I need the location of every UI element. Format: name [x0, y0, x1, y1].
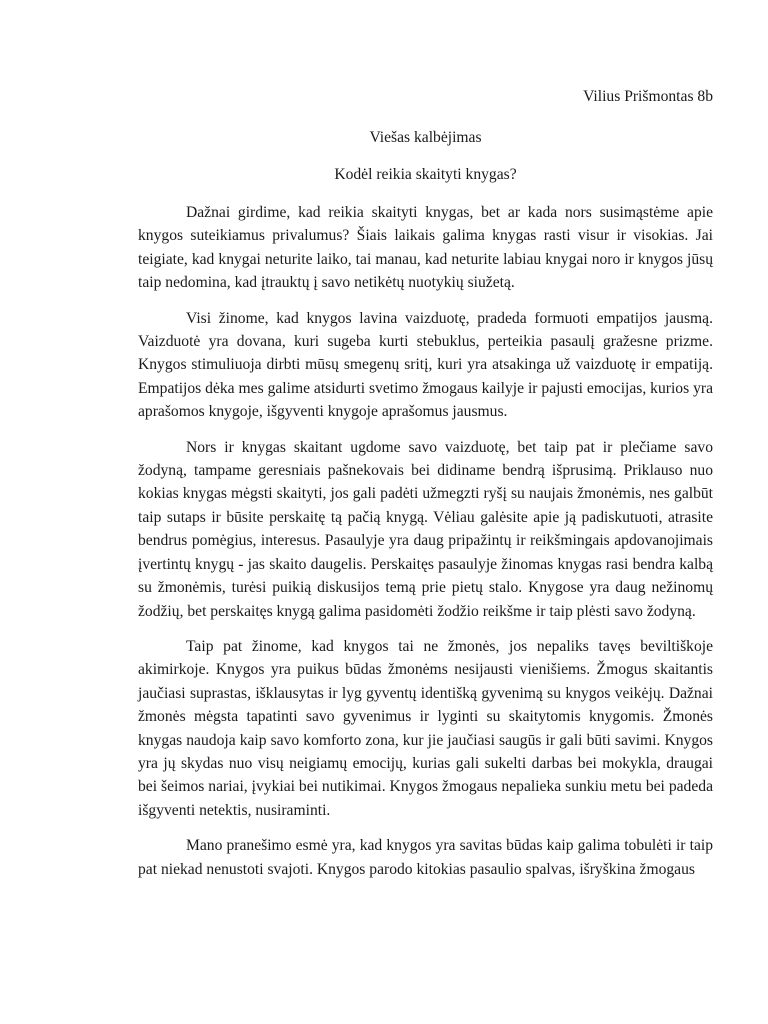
paragraph-5: Mano pranešimo esmė yra, kad knygos yra savitas būdas kaip galima tobulėti ir taip pat niekad nenustoti svajoti. Knygos parodo kitokias pasaulio spalvas, išryškina žmogaus	[138, 837, 713, 878]
document-title: Viešas kalbėjimas	[369, 129, 482, 146]
document-subtitle: Kodėl reikia skaityti knygas?	[334, 166, 517, 183]
paragraph-4: Taip pat žinome, kad knygos tai ne žmonės, jos nepaliks tavęs beviltiškoje akimirkoje. Knygos yra puikus būdas žmonėms nesijausti vienišiems. Žmogus skaitantis jaučiasi suprastas, išklausytas ir lyg gyventų identišką gyvenimą su knygos veikėjų. Dažnai žmonės mėgsta tapatinti savo gyvenimus ir lyginti su skaitytomis knygomis. Žmonės knygas naudoja kaip savo komforto zona, kur jie jaučiasi saugūs ir gali būti savimi. Knygos yra jų skydas nuo visų neigiamų emocijų, kurias gali sukelti darbas bei mokykla, draugai bei šeimos nariai, įvykiai bei nutikimai. Knygos žmogaus nepalieka sunkiu metu bei padeda išgyventi netektis, nusiraminti.	[138, 637, 713, 819]
paragraph-3: Nors ir knygas skaitant ugdome savo vaizduotę, bet taip pat ir plečiame savo žodyną, tampame geresniais pašnekovais bei didiname bendrą išprusimą. Priklauso nuo kokias knygas mėgsti skaityti, jos gali padėti užmegzti ryšį su naujais žmonėmis, nes galbūt taip sutaps ir būsite perskaitę tą pačią knygą. Vėliau galėsite apie ją padiskutuoti, atrasite bendrus pomėgius, interesus. Pasaulyje yra daug pripažintų ir reikšmingais apdovanojimais įvertintų knygų - jas skaito daugelis. Perskaitęs pasaulyje žinomas knygas rasi bendra kalbą su žmonėmis, turėsi puikią diskusijos temą prie pietų stalo. Knygose yra daug nežinomų žodžių, bet perskaitęs knygą galima pasidomėti žodžio reikšme ir taip plėsti savo žodyną.	[138, 438, 713, 620]
paragraph-1: Dažnai girdime, kad reikia skaityti knygas, bet ar kada nors susimąstėme apie knygos suteikiamus privalumus? Šiais laikais galima knygas rasti visur ir visokias. Jai teigiate, kad knygai neturite laiko, tai manau, kad neturite labiau knygai noro ir knygos jūsų taip nedomina, kad įtrauktų į savo netikėtų nuotykių siužetą.	[138, 204, 713, 292]
paragraph-2: Visi žinome, kad knygos lavina vaizduotę, pradeda formuoti empatijos jausmą. Vaizduotė yra dovana, kuri sugeba kurti stebuklus, perteikia pasaulį gražesne prizme. Knygos stimuliuoja dirbti mūsų smegenų sritį, kuri yra atsakinga už vaizduotę ir empatiją. Empatijos dėka mes galime atsidurti svetimo žmogaus kailyje ir pajusti emocijas, kurios yra aprašomos knygoje, išgyventi knygoje aprašomus jausmus.	[138, 309, 713, 421]
author-line: Vilius Prišmontas 8b	[583, 88, 713, 105]
